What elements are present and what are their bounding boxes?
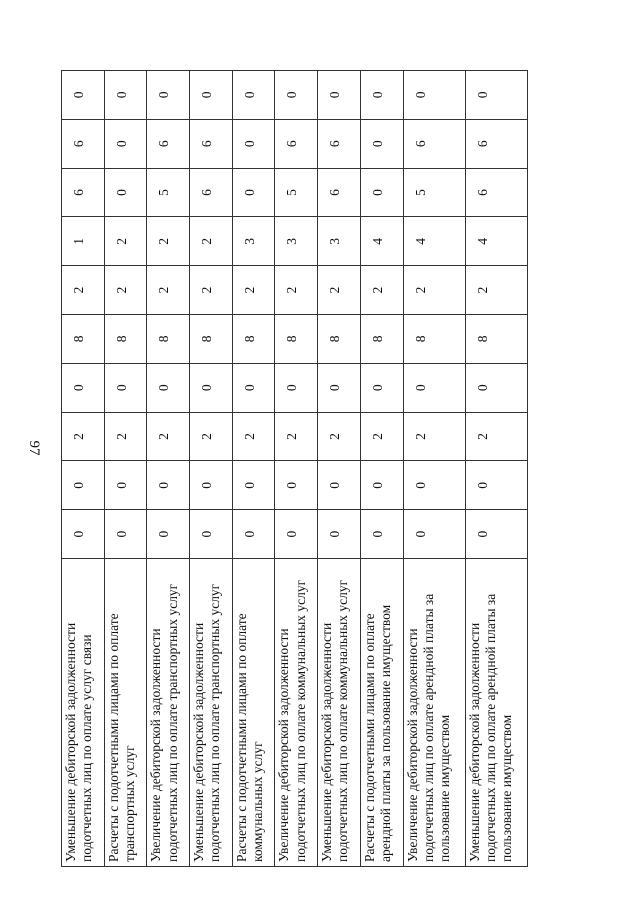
code-digit-cell: 8 [190, 315, 233, 364]
code-digit-cell: 0 [275, 510, 318, 559]
code-digit-cell: 0 [62, 510, 105, 559]
code-digit-cell: 2 [232, 266, 275, 315]
code-digit-cell: 0 [275, 363, 318, 412]
rotated-table-container [61, 70, 528, 867]
account-codes-table [61, 70, 528, 867]
code-digit-cell: 5 [275, 168, 318, 217]
row-label: Расчеты с подотчетными лицами по оплате транспортных услуг [104, 559, 147, 867]
code-digit-cell: 0 [147, 510, 190, 559]
code-digit-cell: 0 [403, 363, 465, 412]
code-digit-cell: 0 [465, 510, 527, 559]
code-digit-cell: 8 [360, 315, 403, 364]
table-row [104, 71, 147, 867]
code-digit-cell: 0 [403, 461, 465, 510]
row-label: Увеличение дебиторской задолженности подотчетных лиц по оплате арендной платы за пользование имуществом [403, 559, 465, 867]
code-digit-cell: 2 [190, 217, 233, 266]
code-digit-cell: 6 [318, 168, 361, 217]
code-digit-cell: 5 [403, 168, 465, 217]
table-row [403, 71, 465, 867]
code-digit-cell: 0 [465, 461, 527, 510]
code-digit-cell: 0 [360, 363, 403, 412]
code-digit-cell: 8 [232, 315, 275, 364]
code-digit-cell: 0 [62, 461, 105, 510]
code-digit-cell: 0 [190, 71, 233, 120]
code-digit-cell: 0 [147, 363, 190, 412]
code-digit-cell: 0 [232, 168, 275, 217]
code-digit-cell: 2 [104, 266, 147, 315]
code-digit-cell: 2 [62, 412, 105, 461]
code-digit-cell: 3 [275, 217, 318, 266]
code-digit-cell: 0 [360, 71, 403, 120]
code-digit-cell: 0 [190, 510, 233, 559]
code-digit-cell: 0 [360, 510, 403, 559]
code-digit-cell: 5 [147, 168, 190, 217]
code-digit-cell: 2 [147, 412, 190, 461]
code-digit-cell: 0 [232, 71, 275, 120]
code-digit-cell: 2 [403, 412, 465, 461]
code-digit-cell: 2 [147, 266, 190, 315]
table-row [318, 71, 361, 867]
code-digit-cell: 8 [275, 315, 318, 364]
code-digit-cell: 0 [104, 71, 147, 120]
code-digit-cell: 0 [360, 461, 403, 510]
code-digit-cell: 0 [104, 461, 147, 510]
code-digit-cell: 2 [360, 412, 403, 461]
table-row [232, 71, 275, 867]
code-digit-cell: 2 [360, 266, 403, 315]
row-label: Расчеты с подотчетными лицами по оплате коммунальных услуг [232, 559, 275, 867]
row-label: Увеличение дебиторской задолженности подотчетных лиц по оплате транспортных услуг [147, 559, 190, 867]
code-digit-cell: 2 [232, 412, 275, 461]
page-number: 97 [26, 440, 42, 456]
code-digit-cell: 8 [104, 315, 147, 364]
code-digit-cell: 0 [465, 71, 527, 120]
code-digit-cell: 0 [318, 510, 361, 559]
code-digit-cell: 4 [360, 217, 403, 266]
code-digit-cell: 6 [62, 119, 105, 168]
code-digit-cell: 8 [62, 315, 105, 364]
code-digit-cell: 0 [232, 119, 275, 168]
code-digit-cell: 6 [190, 168, 233, 217]
code-digit-cell: 2 [318, 412, 361, 461]
code-digit-cell: 2 [190, 266, 233, 315]
code-digit-cell: 2 [104, 217, 147, 266]
code-digit-cell: 6 [318, 119, 361, 168]
code-digit-cell: 0 [275, 71, 318, 120]
code-digit-cell: 8 [465, 315, 527, 364]
row-label: Уменьшение дебиторской задолженности подотчетных лиц по оплате услуг связи [62, 559, 105, 867]
code-digit-cell: 0 [104, 510, 147, 559]
code-digit-cell: 8 [403, 315, 465, 364]
code-digit-cell: 2 [403, 266, 465, 315]
code-digit-cell: 2 [275, 266, 318, 315]
code-digit-cell: 0 [104, 363, 147, 412]
code-digit-cell: 0 [147, 461, 190, 510]
code-digit-cell: 6 [465, 119, 527, 168]
code-digit-cell: 0 [62, 363, 105, 412]
code-digit-cell: 2 [190, 412, 233, 461]
code-digit-cell: 0 [190, 461, 233, 510]
code-digit-cell: 2 [147, 217, 190, 266]
code-digit-cell: 6 [465, 168, 527, 217]
code-digit-cell: 0 [318, 363, 361, 412]
code-digit-cell: 0 [62, 71, 105, 120]
code-digit-cell: 6 [147, 119, 190, 168]
table-row [360, 71, 403, 867]
row-label: Уменьшение дебиторской задолженности подотчетных лиц по оплате транспортных услуг [190, 559, 233, 867]
code-digit-cell: 8 [318, 315, 361, 364]
code-digit-cell: 0 [232, 363, 275, 412]
code-digit-cell: 6 [62, 168, 105, 217]
code-digit-cell: 0 [232, 510, 275, 559]
code-digit-cell: 0 [318, 71, 361, 120]
code-digit-cell: 2 [465, 412, 527, 461]
code-digit-cell: 6 [403, 119, 465, 168]
code-digit-cell: 0 [360, 168, 403, 217]
code-digit-cell: 6 [190, 119, 233, 168]
table-row [190, 71, 233, 867]
code-digit-cell: 4 [403, 217, 465, 266]
row-label: Увеличение дебиторской задолженности подотчетных лиц по оплате коммунальных услуг [275, 559, 318, 867]
code-digit-cell: 3 [232, 217, 275, 266]
code-digit-cell: 2 [104, 412, 147, 461]
table-row [275, 71, 318, 867]
code-digit-cell: 0 [318, 461, 361, 510]
code-digit-cell: 3 [318, 217, 361, 266]
code-digit-cell: 0 [465, 363, 527, 412]
table-row [62, 71, 105, 867]
code-digit-cell: 0 [403, 71, 465, 120]
code-digit-cell: 0 [232, 461, 275, 510]
code-digit-cell: 2 [62, 266, 105, 315]
code-digit-cell: 8 [147, 315, 190, 364]
table-row [147, 71, 190, 867]
table-body [62, 71, 528, 867]
code-digit-cell: 0 [104, 168, 147, 217]
code-digit-cell: 0 [403, 510, 465, 559]
code-digit-cell: 0 [147, 71, 190, 120]
code-digit-cell: 2 [318, 266, 361, 315]
code-digit-cell: 0 [360, 119, 403, 168]
row-label: Уменьшение дебиторской задолженности подотчетных лиц по оплате коммунальных услуг [318, 559, 361, 867]
code-digit-cell: 0 [190, 363, 233, 412]
row-label: Расчеты с подотчетными лицами по оплате арендной платы за пользование имуществом [360, 559, 403, 867]
code-digit-cell: 0 [104, 119, 147, 168]
code-digit-cell: 1 [62, 217, 105, 266]
table-row [465, 71, 527, 867]
code-digit-cell: 4 [465, 217, 527, 266]
code-digit-cell: 2 [465, 266, 527, 315]
row-label: Уменьшение дебиторской задолженности подотчетных лиц по оплате арендной платы за пользование имуществом [465, 559, 527, 867]
code-digit-cell: 2 [275, 412, 318, 461]
code-digit-cell: 6 [275, 119, 318, 168]
code-digit-cell: 0 [275, 461, 318, 510]
